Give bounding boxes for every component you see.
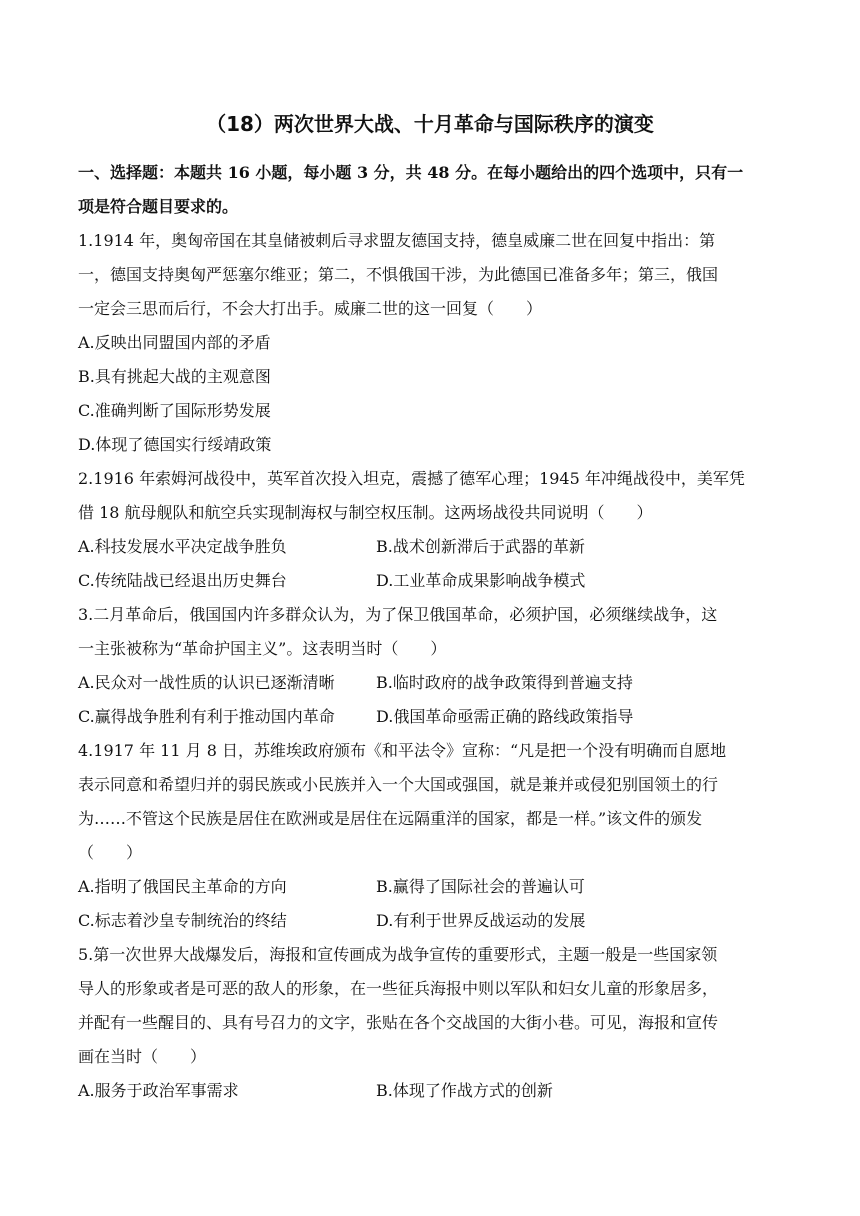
q5-stem-line-4: 画在当时（ ） [78,1047,207,1066]
q3-options-row-2 [78,700,790,734]
q5-stem-line-1: 5.第一次世界大战爆发后，海报和宣传画成为战争宣传的重要形式，主题一般是一些国家领 [78,945,718,964]
q1-option-a: A.反映出同盟国内部的矛盾 [78,333,271,352]
q2-options-row-2 [78,564,790,598]
q3-stem-line-2: 一主张被称为“革命护国主义”。这表明当时（ ） [78,639,447,658]
q4-options-row-1 [78,870,790,904]
q3-option-a: A.民众对一战性质的认识已逐渐清晰 [78,673,335,692]
q4-option-d: D.有利于世界反战运动的发展 [376,911,586,930]
q4-stem-line-4: （ ） [78,843,143,862]
section-instruction-line-1: 一、选择题：本题共 16 小题，每小题 3 分，共 48 分。在每小题给出的四个选项中，只有一 [78,163,744,182]
q3-option-b: B.临时政府的战争政策得到普遍支持 [376,673,633,692]
q3-stem-line-1: 3.二月革命后，俄国国内许多群众认为，为了保卫俄国革命，必须护国，必须继续战争，这 [78,605,718,624]
q3-option-d: D.俄国革命亟需正确的路线政策指导 [376,707,634,726]
q2-stem-line-1: 2.1916 年索姆河战役中，英军首次投入坦克，震撼了德军心理；1945 年冲绳战役中，美军凭 [78,469,745,488]
q4-stem-line-1: 4.1917 年 11 月 8 日，苏维埃政府颁布《和平法令》宣称：“凡是把一个没有明确而自愿地 [78,741,727,760]
q1-option-c: C.准确判断了国际形势发展 [78,401,271,420]
q4-option-a: A.指明了俄国民主革命的方向 [78,877,287,896]
q2-options-row-1 [78,530,790,564]
q2-option-c: C.传统陆战已经退出历史舞台 [78,571,287,590]
q2-stem-line-2: 借 18 航母舰队和航空兵实现制海权与制空权压制。这两场战役共同说明（ ） [78,503,653,522]
q5-stem-line-2: 导人的形象或者是可恶的敌人的形象，在一些征兵海报中则以军队和妇女儿童的形象居多， [78,979,719,998]
q1-stem-line-2: 一，德国支持奥匈严惩塞尔维亚；第二，不惧俄国干涉，为此德国已准备多年；第三，俄国 [78,265,719,284]
q2-option-b: B.战术创新滞后于武器的革新 [376,537,585,556]
q4-stem-line-3: 为……不管这个民族是居住在欧洲或是居住在远隔重洋的国家，都是一样。”该文件的颁发 [78,809,703,828]
q2-option-a: A.科技发展水平决定战争胜负 [78,537,287,556]
q4-stem-line-2: 表示同意和希望归并的弱民族或小民族并入一个大国或强国，就是兼并或侵犯别国领土的行 [78,775,719,794]
q3-option-c: C.赢得战争胜利有利于推动国内革命 [78,707,335,726]
page-title: （18）两次世界大战、十月革命与国际秩序的演变 [206,112,654,136]
q5-option-b: B.体现了作战方式的创新 [376,1081,553,1100]
question-content [78,156,790,1108]
q5-stem-line-3: 并配有一些醒目的、具有号召力的文字，张贴在各个交战国的大街小巷。可见，海报和宣传 [78,1013,719,1032]
q2-option-d: D.工业革命成果影响战争模式 [376,571,586,590]
q3-options-row-1 [78,666,790,700]
q1-stem-line-3: 一定会三思而后行，不会大打出手。威廉二世的这一回复（ ） [78,299,543,318]
q4-options-row-2 [78,904,790,938]
section-instruction-line-2: 项是符合题目要求的。 [78,197,239,216]
q1-option-d: D.体现了德国实行绥靖政策 [78,435,272,454]
q4-option-c: C.标志着沙皇专制统治的终结 [78,911,287,930]
q5-options-row-1 [78,1074,790,1108]
q4-option-b: B.赢得了国际社会的普遍认可 [376,877,585,896]
q1-option-b: B.具有挑起大战的主观意图 [78,367,271,386]
q1-stem-line-1: 1.1914 年，奥匈帝国在其皇储被刺后寻求盟友德国支持，德皇威廉二世在回复中指出：第 [78,231,716,250]
q5-option-a: A.服务于政治军事需求 [78,1081,239,1100]
